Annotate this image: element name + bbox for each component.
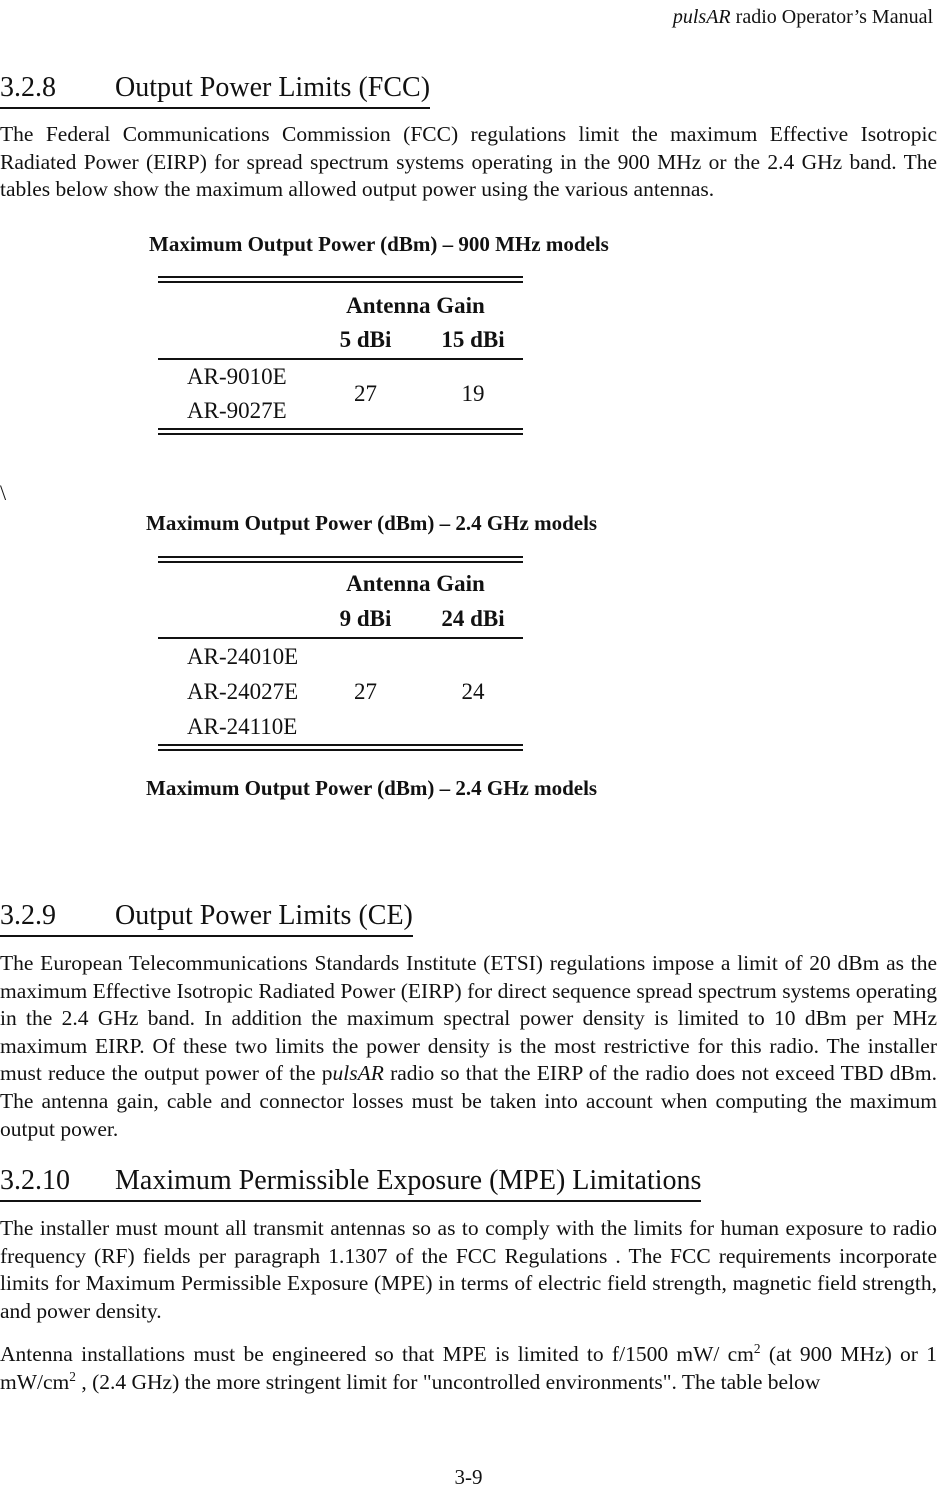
col-header-15dbi: 15 dBi [441, 327, 505, 352]
page-header [0, 6, 933, 29]
superscript-2: 2 [753, 1340, 761, 1356]
page-number: 3-9 [454, 1465, 483, 1489]
table-900mhz-caption: Maximum Output Power (dBm) – 900 MHz models [149, 232, 609, 256]
table-24ghz [158, 556, 523, 751]
col-header-5dbi: 5 dBi [339, 327, 392, 352]
col-header-9dbi: 9 dBi [339, 606, 392, 631]
table-24ghz-caption: Maximum Output Power (dBm) – 2.4 GHz models [146, 511, 598, 535]
power-value-5dbi: 27 [354, 381, 377, 406]
section-3-2-8-paragraph: The Federal Communications Commission (FCC) regulations limit the maximum Effective Isotropic Radiated Power (EIRP) for spread spectrum systems operating in the 900 MHz or the 2.4 GHz band. The tables below show the maximum allowed output power using the various antennas. [0, 122, 937, 202]
section-number: 3.2.9 [0, 900, 56, 931]
section-3-2-10-heading [0, 1165, 701, 1202]
header-brand: pulsAR [672, 6, 731, 28]
paragraph-text: (at 900 MHz) or 1 mW/cm [0, 1342, 937, 1394]
power-value-15dbi: 19 [461, 381, 485, 406]
section-number: 3.2.10 [0, 1165, 70, 1196]
table-top-rule [158, 556, 523, 563]
paragraph-text: The European Telecommunications Standards Institute (ETSI) regulations impose a limit of 20 dBm as the maximum Effective Isotropic Radiated Power (EIRP) for direct sequence spread spectrum systems operating in the 2.4 GHz band. In addition the maximum spectral power density is limited to 10 dBm per MHz maximum EIRP. Of these two limits the power density is the most restrictive for this radio. The installer must reduce the output power of the p [0, 951, 937, 1086]
table-bottom-rule [158, 428, 523, 435]
model-name: AR-24027E [187, 679, 299, 704]
table-900mhz [158, 276, 523, 435]
model-list [158, 360, 308, 428]
power-value-24dbi: 24 [461, 678, 485, 704]
section-3-2-9-paragraph [0, 950, 937, 1143]
section-3-2-10-paragraph-2 [0, 1341, 937, 1396]
section-3-2-9-heading [0, 900, 413, 937]
col-header-24dbi: 24 dBi [441, 606, 505, 631]
model-name: AR-9010E [187, 364, 287, 389]
model-list [158, 639, 308, 744]
stray-backslash-text: \ [0, 480, 7, 505]
section-number: 3.2.8 [0, 72, 56, 103]
model-name: AR-9027E [187, 398, 287, 423]
section-title: Output Power Limits (CE) [115, 900, 413, 931]
paragraph-text: , (2.4 GHz) the more stringent limit for "uncontrolled environments". The table below [75, 1369, 821, 1394]
model-name: AR-24110E [187, 714, 298, 739]
paragraph-text: radio so that the EIRP of the radio does not exceed TBD dBm. The antenna gain, cable and connector losses must be taken into account when computing the maximum output power. [0, 1061, 937, 1141]
section-3-2-10-paragraph-1: The installer must mount all transmit antennas so as to comply with the limits for human exposure to radio frequency (RF) fields per paragraph 1.1307 of the FCC Regulations . The FCC requirements incorporate limits for Maximum Permissible Exposure (MPE) in terms of electric field strength, magnetic field strength, and power density. [0, 1216, 937, 1323]
power-value-9dbi: 27 [354, 678, 377, 704]
section-title: Maximum Permissible Exposure (MPE) Limitations [115, 1165, 702, 1196]
paragraph-text: Antenna installations must be engineered so that MPE is limited to f/1500 mW/ cm [0, 1342, 754, 1366]
brand-inline-italic: ulsAR [332, 1061, 384, 1086]
antenna-gain-header: Antenna Gain [346, 571, 485, 596]
section-3-2-8-heading [0, 72, 430, 109]
table-bottom-rule [158, 744, 523, 751]
header-title: radio Operator’s Manual [730, 6, 933, 28]
model-name: AR-24010E [187, 644, 299, 669]
table-24ghz-caption-repeat: Maximum Output Power (dBm) – 2.4 GHz models [146, 776, 598, 800]
antenna-gain-header: Antenna Gain [346, 293, 485, 318]
section-title: Output Power Limits (FCC) [115, 72, 431, 103]
superscript-2: 2 [69, 1368, 76, 1384]
table-top-rule [158, 276, 523, 283]
